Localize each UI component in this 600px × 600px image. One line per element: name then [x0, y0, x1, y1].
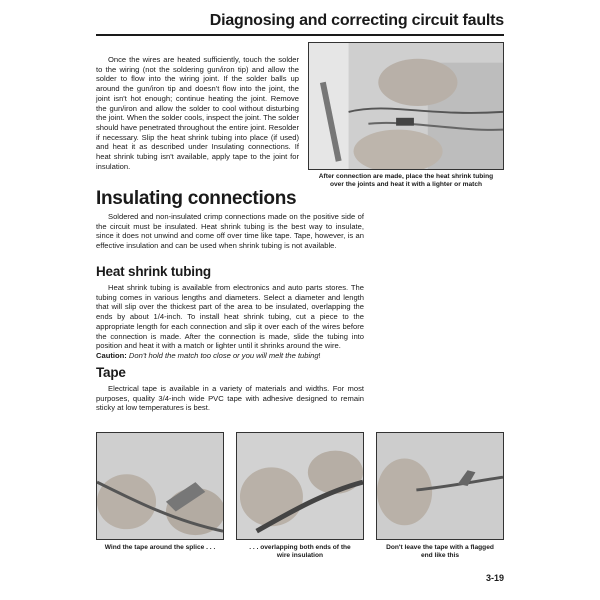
bottom-caption-2 — [236, 544, 364, 560]
top-photo-image — [309, 43, 503, 169]
tape-paragraph: Electrical tape is available in a variety of materials and widths. For most purposes, quality 3/4-inch wide PVC tape with adhesive designed to remain sticky at low temperatures is best. — [96, 384, 364, 413]
heading-heat-shrink-tubing: Heat shrink tubing — [96, 264, 211, 279]
caution-label: Caution: — [96, 350, 127, 360]
bottom-photo-2-image — [237, 433, 363, 539]
bottom-caption-3-line2: end like this — [420, 552, 460, 560]
bottom-caption-2-line2: wire insulation — [276, 552, 324, 560]
insulating-paragraph: Soldered and non-insulated crimp connections made on the positive side of the circuit must be insulated. Heat shrink tubing is the best way to insulate, since it does not unwind and come off over time like tape. Tape, however, is an effective insulation and can be used when shrink tubing is not available. — [96, 212, 364, 251]
top-photo-soldering-tubing — [308, 42, 504, 170]
intro-paragraph: Once the wires are heated sufficiently, touch the solder to the wiring (not the soldering gun/iron tip) and allow the solder to flow into the wiring joint. If the solder balls up around the gun/iron tip and doesn't flow into the joint, the joint isn't hot enough; continue heating the joint. Remove the gun/iron and allow the solder to cool without disturbing the joint. When the solder cools, inspect the joint. The solder should have penetrated throughout the entire joint. Resolder if necessary. Slip the heat shrink tubing into place (if used) and heat it as described under Insulating connections. If heat shrink tubing isn't available, apply tape to the joint for insulation. — [96, 55, 299, 171]
caution-text: Don't hold the match too close or you will melt the tubing — [128, 350, 319, 360]
header-rule — [96, 34, 504, 36]
bottom-photo-3-flagged-end — [376, 432, 504, 540]
caution-end: ! — [318, 350, 321, 360]
top-caption-line2: over the joints and heat it with a lighter or match — [329, 181, 483, 189]
bottom-caption-3 — [376, 544, 504, 560]
top-photo-caption — [308, 173, 504, 189]
heat-shrink-paragraph: Heat shrink tubing is available from electronics and auto parts stores. The tubing comes in various lengths and diameters. Select a diameter and length that will slip over the thickest part of the area to be insulated, overlapping the ends by about 1/4-inch. To install heat shrink tubing, cut a piece to the appropriate length for each connection and slip it over each of the wires before the connection is made. After the connection is made, slide the tubing into position and heat it with a match or lighter until it shrinks around the wire. — [96, 283, 364, 351]
bottom-photo-3-image — [377, 433, 503, 539]
caution-line — [96, 351, 364, 361]
bottom-caption-1 — [96, 544, 224, 552]
page-header-title: Diagnosing and correcting circuit faults — [209, 12, 504, 29]
insulating-text — [96, 212, 364, 251]
bottom-caption-1-line1: Wind the tape around the splice . . . — [104, 544, 216, 551]
bottom-photo-1-wind-tape — [96, 432, 224, 540]
tape-text — [96, 384, 364, 413]
heat-shrink-text — [96, 283, 364, 361]
bottom-photo-1-image — [97, 433, 223, 539]
bottom-caption-2-line1: . . . overlapping both ends of the — [249, 544, 351, 551]
top-caption-line1: After connection are made, place the heat shrink tubing — [318, 173, 494, 180]
page-number: 3-19 — [485, 573, 504, 583]
heading-insulating-connections: Insulating connections — [96, 188, 297, 209]
intro-text — [96, 55, 299, 171]
heading-tape: Tape — [96, 365, 126, 380]
bottom-caption-3-line1: Don't leave the tape with a flagged — [386, 544, 494, 551]
bottom-photo-2-overlap-insulation — [236, 432, 364, 540]
